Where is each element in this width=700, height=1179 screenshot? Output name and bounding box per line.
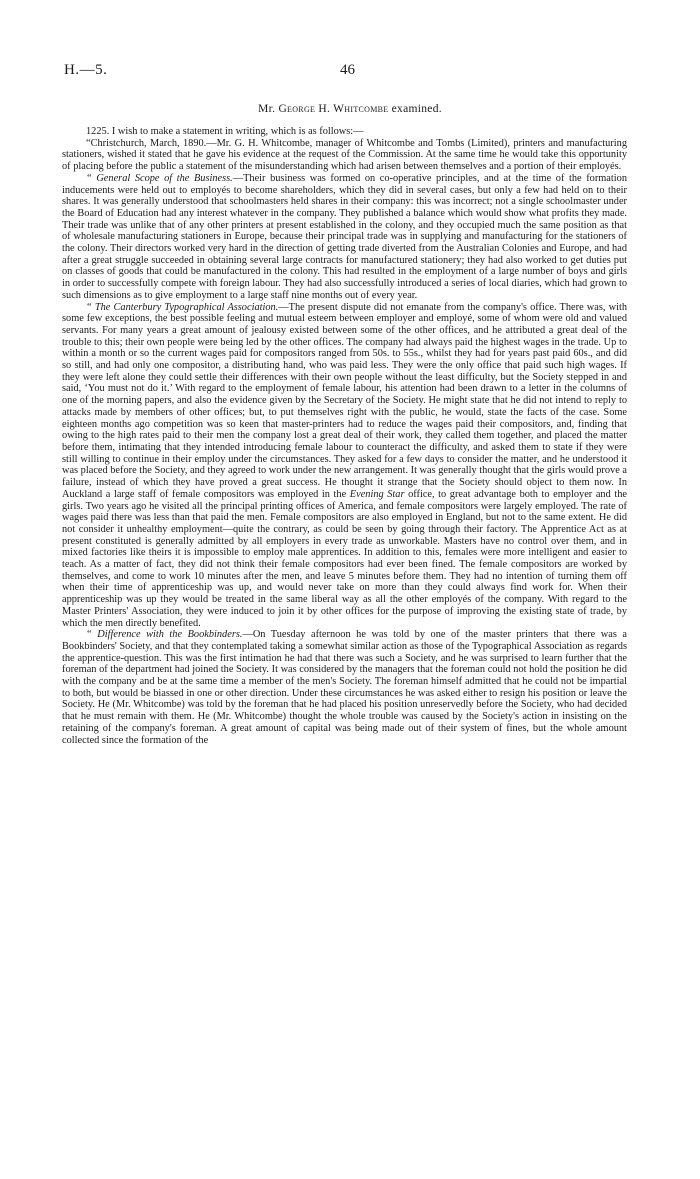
title-suffix: examined.: [388, 103, 442, 115]
section-title: [0, 103, 700, 115]
paragraph-text: —On Tuesday afternoon he was told by one of the master printers that there was a Bookbinders' Society, and that they contemplated taking a somewhat similar action as those of the Typographical Association as regards the apprentice-question. This was the first intimation he had that there was such a Society, and he was surprised to learn further that the foreman of the department had joined the Society. It was considered by the managers that the foreman could not hold the position he did with the company and be at the same time a member of the men's Society. The foreman himself admitted that he could not be impartial to both, but would be biassed in one or other direction. Under these circumstances he was asked either to resign his position or leave the Society. He (Mr. Whitcombe) was told by the foreman that he had placed his position unreservedly before the Society, who had decided that he must remain with them. He (Mr. Whitcombe) thought the whole trouble was caused by the Society's action in insisting on the retaining of the company's foreman. A great amount of capital was being made out of their system of fines, but the whole amount collected since the formation of the: [62, 629, 627, 746]
title-prefix: Mr.: [258, 103, 279, 115]
page-number: 46: [340, 62, 355, 78]
newspaper-name: Evening Star: [349, 488, 405, 500]
paragraph-heading: “ General Scope of the Business.: [86, 172, 233, 184]
paragraph-heading: “ Difference with the Bookbinders.: [86, 629, 243, 641]
paragraph-heading: “ The Canterbury Typographical Association.: [86, 301, 279, 313]
witness-name: George H. Whitcombe: [278, 103, 389, 115]
paragraph-text: —The present dispute did not emanate from the company's office. There was, with some few exceptions, the best possible feeling and mutual esteem between employer and employé, some of whom were old and valued servants. For many years a great amount of jealousy existed between some of the other offices, and he attributed a great deal of the trouble to this; their own people were being led by the other offices. The company had always paid the highest wages in the trade. Up to within a month or so the current wages paid for compositors ranged from 50s. to 55s., whilst they had for years past paid 60s., and did so still, and had only one compositor, a distributing hand, who was paid less. They were the only office that paid such high wages. If they were left alone they could settle their differences with their own people without the least difficulty, but the Society stepped in and said, ‘You must not do it.’ With regard to the employment of female labour, his attention had been drawn to a letter in the columns of one of the morning papers, and also the evidence given by the Secretary of the Society. He might state that he did not intend to reply to attacks made by members of other offices; but, to put themselves right with the public, he would, state the facts of the case. Some eighteen months ago competition was so keen that master-printers had to reduce the wages paid their compositors, and, finding that owing to the high rates paid to their men the company lost a great deal of their work, they called them together, and placed the matter before them, intimating that they intended introducing female labour to counteract the difficulty, and asked them to state if they were still willing to continue in their employ under the circumstances. They asked for a few days to consider the matter, and he understood it was placed before the Society, and they agreed to work under the new arrangement. It was generally thought that the girls would prove a failure, instead of which they have proved a great success. He thought it strange that the Society should object to them now. In Auckland a large staff of female compositors was employed in the: [62, 301, 627, 500]
paragraph-bookbinders: [62, 629, 627, 746]
paragraph-text: 1225. I wish to make a statement in writing, which is as follows:—: [86, 126, 364, 137]
paragraph-question: [62, 126, 627, 138]
paragraph-intro: [62, 138, 627, 173]
report-reference: H.—5.: [64, 62, 108, 78]
paragraph-text: —Their business was formed on co-operative principles, and at the time of the formation inducements were held out to employés to become shareholders, which they did in several cases, but only a few had held on to their shares. It was generally understood that schoolmasters held shares in their company: this was incorrect; not a single schoolmaster under the Board of Education had any interest whatever in the company. They published a balance which would show what profits they made. Their trade was unlike that of any other printers at present established in the colony, and they occupied much the same position as that of wholesale manufacturing stationers in Europe, because their principal trade was in supplying and manufacturing for the stationers of the colony. Their directors worked very hard in the direction of getting trade diverted from the Australian Colonies and Europe, and had after a great struggle succeeded in obtaining several large contracts for manufactured stationery; they had also worked to get duties put on classes of goods that could be manufactured in the colony. This had resulted in the employment of a large number of boys and girls in order to successfully compete with foreign labour. They had also successfully introduced a series of local diaries, which had grown to such dimensions as to give employment to a large staff nine months out of every year.: [62, 172, 627, 301]
paragraph-scope: [62, 173, 627, 302]
paragraph-association: [62, 302, 627, 630]
body-text: [62, 126, 627, 746]
paragraph-text: “Christchurch, March, 1890.—Mr. G. H. Whitcombe, manager of Whitcombe and Tombs (Limited), printers and manufacturing stationers, wished it stated that he gave his evidence at the request of the Commission. At the same time he would take this opportunity of placing before the public a statement of the misunderstanding which had arisen between themselves and a portion of their employés.: [62, 137, 627, 173]
paragraph-text-continued: office, to great advantage both to employer and the girls. Two years ago he visited all the principal printing offices of America, and female compositors were largely employed. The rate of wages paid there was less than that paid the men. Female compositors are also employed in England, but not to the same extent. He did not consider it unhealthy employment—quite the contrary, as could be seen by going through their factory. The Apprentice Act as at present constituted is generally admitted by all employers in every trade as unworkable. Masters have no control over them, and in mixed factories like theirs it is impossible to employ male apprentices. In addition to this, females were more intelligent and easier to teach. As a matter of fact, they did not think their female compositors had ever been fined. The female compositors are worked by themselves, and come to work 10 minutes after the men, and leave 5 minutes before them. They had no intention of turning them off when their time of apprenticeship was up, and would never take on more than they could always find work for. When their apprenticeship was up they would be treated in the same liberal way as all the other employés of the company. With regard to the Master Printers' Association, they were induced to join it by other offices for the purpose of improving the existing state of trade, by which the men directly benefited.: [62, 488, 627, 629]
